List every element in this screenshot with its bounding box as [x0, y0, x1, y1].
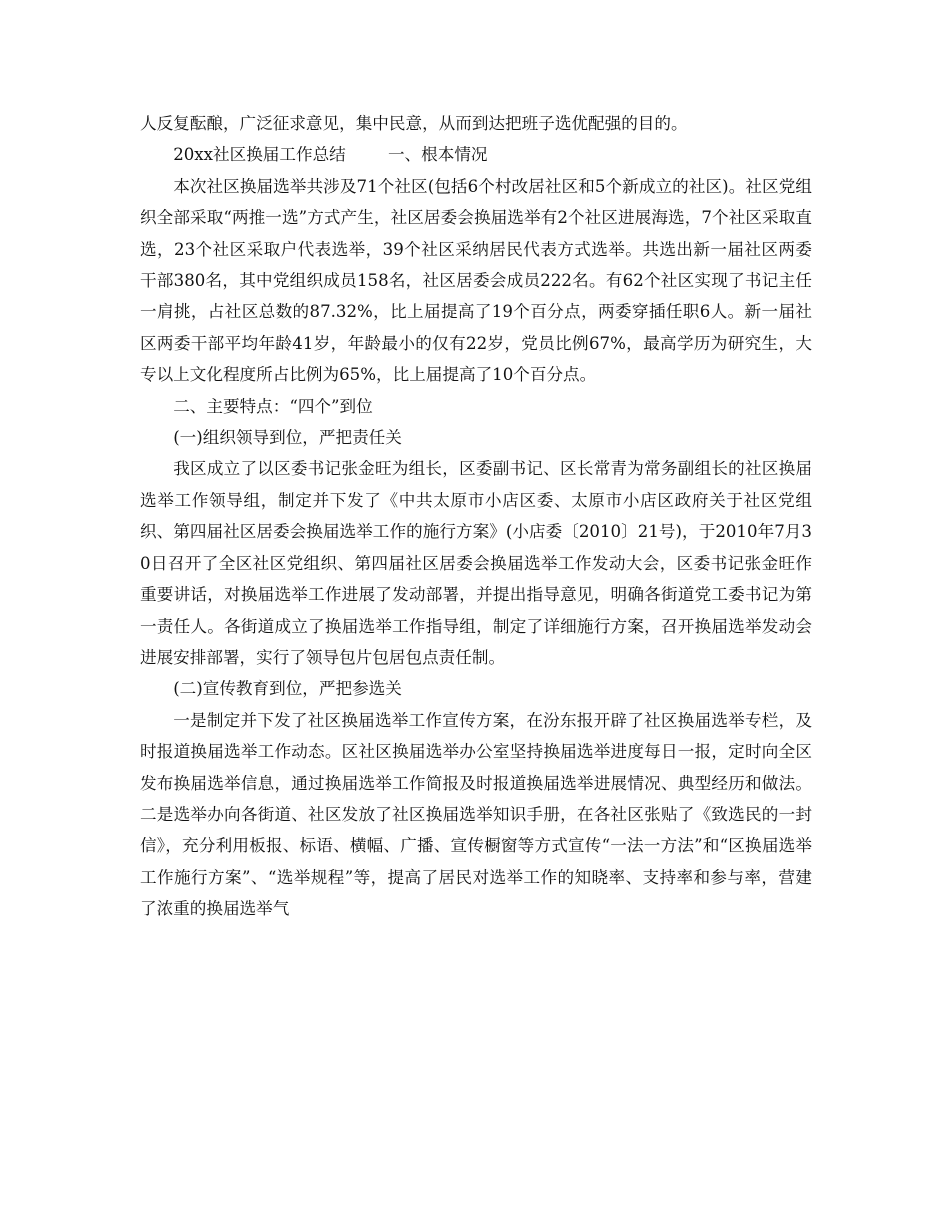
paragraph-publicity: 一是制定并下发了社区换届选举工作宣传方案，在汾东报开辟了社区换届选举专栏，及时报道换届选举工作动态。区社区换届选举办公室坚持换届选举进度每日一报，定时向全区发布换届选举信息，通过换届选举工作简报及时报道换届选举进展情况、典型经历和做法。二是选举办向各街道、社区发放了社区换届选举知识手册，在各社区张贴了《致选民的一封信》，充分利用板报、标语、横幅、广播、宣传橱窗等方式宣传“一法一方法”和“区换届选举工作施行方案”、“选举规程”等，提高了居民对选举工作的知晓率、支持率和参与率，营建了浓重的换届选举气: [140, 710, 812, 919]
subheading-publicity: (二)宣传教育到位，严把参选关: [173, 679, 402, 699]
section-title-line: 20xx社区换届工作总结 一、根本情况: [173, 145, 488, 165]
paragraph-overview: 本次社区换届选举共涉及71个社区(包括6个村改居社区和5个新成立的社区)。社区党组织全部采取“两推一选”方式产生，社区居委会换届选举有2个社区进展海选，7个社区采取直选，23个社区采取户代表选举，39个社区采纳居民代表方式选举。共选出新一届社区两委干部380名，其中党组织成员158名，社区居委会成员222名。有62个社区实现了书记主任一肩挑，占社区总数的87.32%，比上届提高了19个百分点，两委穿插任职6人。新一届社区两委干部平均年龄41岁，年龄最小的仅有22岁，党员比例67%，最高学历为研究生，大专以上文化程度所占比例为65%，比上届提高了10个百分点。: [140, 176, 812, 385]
subheading-organization: (一)组织领导到位，严把责任关: [173, 428, 402, 448]
paragraph-continuation: 人反复酝酿，广泛征求意见，集中民意，从而到达把班子选优配强的目的。: [140, 114, 688, 133]
paragraph-organization: 我区成立了以区委书记张金旺为组长，区委副书记、区长常青为常务副组长的社区换届选举工作领导组，制定并下发了《中共太原市小店区委、太原市小店区政府关于社区党组织、第四届社区居委会换届选举工作的施行方案》(小店委〔2010〕21号)，于2010年7月30日召开了全区社区党组织、第四届社区居委会换届选举工作发动大会，区委书记张金旺作重要讲话，对换届选举工作进展了发动部署，并提出指导意见，明确各街道党工委书记为第一责任人。各街道成立了换届选举工作指导组，制定了详细施行方案，召开换届选举发动会进展安排部署，实行了领导包片包居包点责任制。: [140, 459, 812, 667]
document-body: [140, 108, 812, 925]
section-heading-features: 二、主要特点：“四个”到位: [173, 396, 373, 416]
